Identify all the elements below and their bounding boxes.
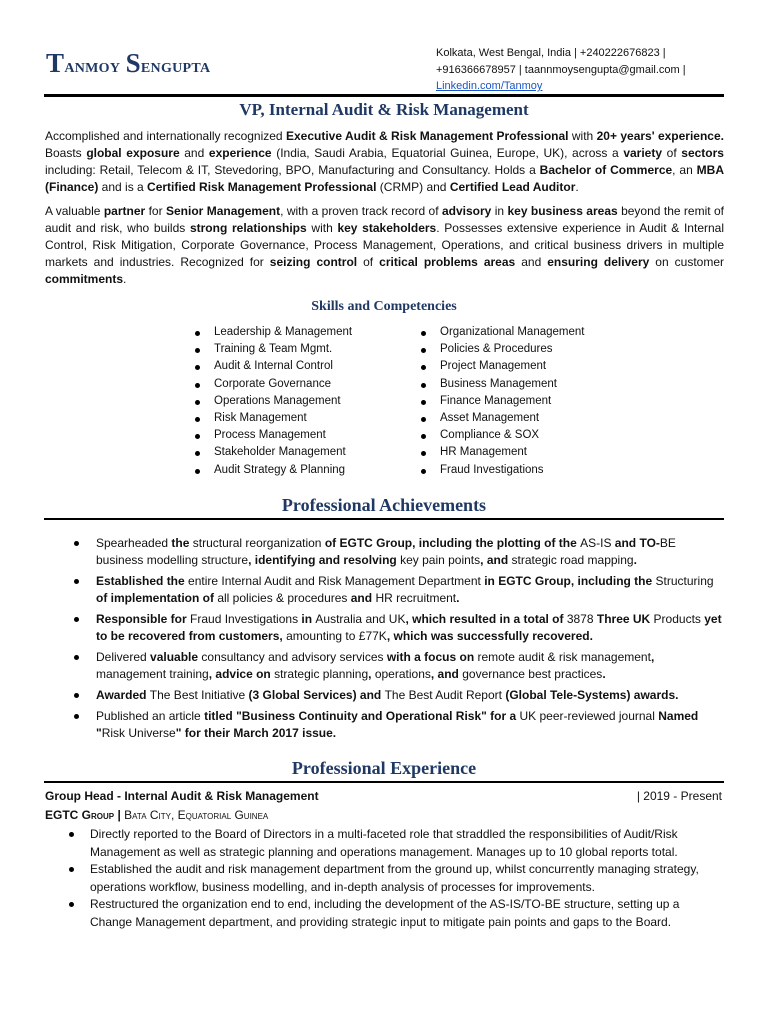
achievements-heading: Professional Achievements — [281, 495, 487, 515]
company-location: Bata City, Equatorial Guinea — [124, 808, 269, 822]
contact-info — [436, 45, 736, 95]
achievements-divider — [44, 518, 724, 520]
summary-paragraph-1: Accomplished and internationally recognized Executive Audit & Risk Management Professional with 20+ years' experience. Boasts global exposure and experience (India, Saudi Arabia, Equatorial Guinea, Europe, UK), across a variety of sectors including: Retail, Telecom & IT, Stevedoring, BPO, Manufacturing and Consultancy. Holds a Bachelor of Commerce, an MBA (Finance) and is a Certified Risk Management Professional (CRMP) and Certified Lead Auditor. — [45, 129, 724, 194]
skill-item: Asset Management — [418, 410, 584, 427]
contact-line-1: Kolkata, West Bengal, India | +240222676823 | — [436, 47, 666, 59]
summary-paragraph-2: A valuable partner for Senior Management, with a proven track record of advisory in key business areas beyond the remit of audit and risk, who builds strong relationships with key stakeholders. Possesses extensive experience in Audit & Internal Control, Risk Mitigation, Corporate Governance, Process Management, Operations, and critical business drivers in multiple markets and industries. Recognized for seizing control of critical problems areas and ensuring delivery on customer commitments. — [45, 204, 725, 286]
company-name: EGTC Group — [45, 808, 115, 822]
experience-bullet: Directly reported to the Board of Directors in a multi-faceted role that straddled the responsibilities of Audit/Risk Management as well as strategic planning and operations management. Manages up to 10 global reports total. — [66, 826, 724, 861]
contact-line-2: +916366678957 | taannmoysengupta@gmail.com | — [436, 63, 686, 76]
skill-item: Training & Team Mgmt. — [192, 341, 352, 358]
skill-item: Stakeholder Management — [192, 444, 352, 461]
skill-item: Leadership & Management — [192, 324, 352, 341]
header-divider — [44, 94, 724, 97]
skill-item: Corporate Governance — [192, 376, 352, 393]
job-title: Group Head - Internal Audit & Risk Management — [45, 789, 319, 803]
job-dates: | 2019 - Present — [636, 789, 722, 803]
target-role-title: VP, Internal Audit & Risk Management — [239, 100, 529, 119]
skill-item: Audit Strategy & Planning — [192, 462, 352, 479]
achievement-item: Awarded The Best Initiative (3 Global Services) and The Best Audit Report (Global Tele-Systems) awards. — [70, 687, 724, 704]
skill-item: Business Management — [418, 376, 584, 393]
achievement-item: Delivered valuable consultancy and advisory services with a focus on remote audit & risk management, management training, advice on strategic planning, operations, and governance best practices. — [70, 649, 724, 683]
experience-bullet: Restructured the organization end to end, including the development of the AS-IS/TO-BE structure, setting up a Change Management department, and providing strategic input to mitigate pain points and gaps to the Board. — [66, 896, 724, 931]
skill-item: Finance Management — [418, 393, 584, 410]
skill-item: Compliance & SOX — [418, 427, 584, 444]
experience-heading: Professional Experience — [291, 758, 477, 778]
company-line — [45, 808, 268, 822]
skill-item: Risk Management — [192, 410, 352, 427]
achievements-list — [70, 535, 724, 746]
skills-column-2 — [418, 324, 584, 479]
achievement-item: Published an article titled "Business Continuity and Operational Risk" for a UK peer-reviewed journal Named "Risk Universe" for their March 2017 issue. — [70, 708, 724, 742]
skill-item: Process Management — [192, 427, 352, 444]
skill-item: Policies & Procedures — [418, 341, 584, 358]
achievement-item: Established the entire Internal Audit and Risk Management Department in EGTC Group, including the Structuring of implementation of all policies & procedures and HR recruitment. — [70, 573, 724, 607]
experience-divider — [44, 781, 724, 783]
candidate-name: Tanmoy Sengupta — [46, 48, 211, 78]
experience-bullet: Established the audit and risk management department from the ground up, whilst concurrently managing strategy, operations workflow, business modelling, and in-depth analysis of processes for improvements. — [66, 861, 724, 896]
skill-item: Project Management — [418, 358, 584, 375]
skill-item: HR Management — [418, 444, 584, 461]
achievement-item: Spearheaded the structural reorganization of EGTC Group, including the plotting of the AS-IS and TO-BE business modelling structure, identifying and resolving key pain points, and strategic road mapping. — [70, 535, 724, 569]
company-separator: | — [114, 808, 125, 822]
skill-item: Audit & Internal Control — [192, 358, 352, 375]
skill-item: Operations Management — [192, 393, 352, 410]
skill-item: Fraud Investigations — [418, 462, 584, 479]
experience-bullets — [66, 826, 724, 931]
linkedin-link[interactable]: Linkedin.com/Tanmoy — [436, 80, 543, 92]
achievement-item: Responsible for Fraud Investigations in Australia and UK, which resulted in a total of 3878 Three UK Products yet to be recovered from customers, amounting to £77K, which was successfully recovered. — [70, 611, 724, 645]
skill-item: Organizational Management — [418, 324, 584, 341]
skills-heading: Skills and Competencies — [311, 299, 457, 314]
skills-column-1 — [192, 324, 352, 479]
